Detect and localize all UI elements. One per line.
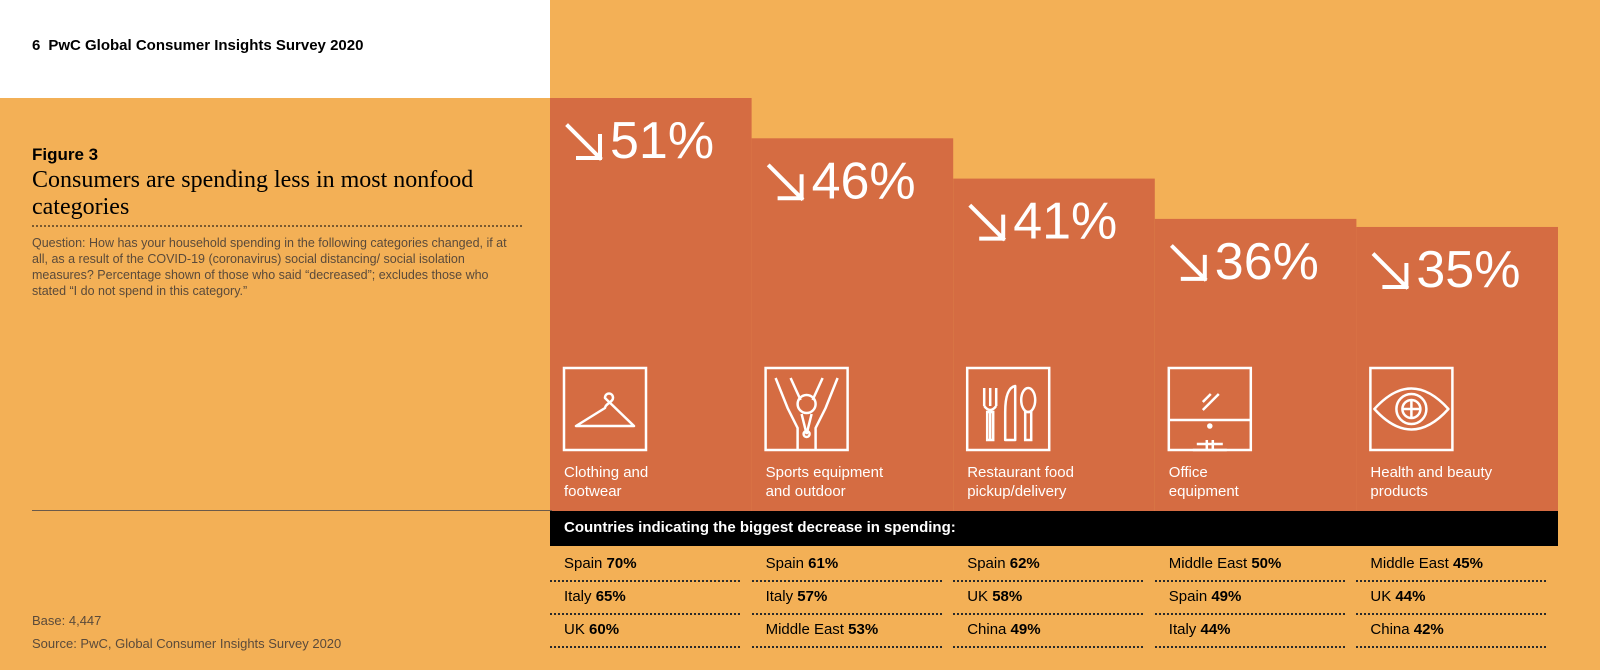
survey-question: Question: How has your household spending in the following categories changed, if at all, as a result of the COVID-19 (coronavirus) social distancing/ social isolation measures? Percentage shown of those who said “decreased”; excludes those who stated “I do not spend in this category.” [32,236,507,298]
figure-label: Figure 3 [32,145,99,164]
country-value: 49% [1010,621,1041,638]
value-label-4: 36% [1214,232,1319,291]
baseline-rule [32,510,552,511]
country-cell [953,615,1143,648]
country-cell [752,615,942,648]
base-note: Base: 4,447 [32,613,102,628]
category-label: Health and beauty products [1370,464,1493,500]
page-number: 6 [32,37,41,54]
country-value: 44% [1395,588,1426,605]
country-value: 45% [1452,555,1483,572]
publication-title: PwC Global Consumer Insights Survey 2020 [48,37,364,54]
value-label-3: 41% [1013,192,1118,251]
country-cell [1155,615,1345,648]
country-cell [1155,582,1345,615]
country-name: Spain [564,555,607,572]
country-value: 60% [589,621,620,638]
country-cell [752,549,942,582]
country-value: 49% [1211,588,1242,605]
country-cell [953,582,1143,615]
country-name: Middle East [765,621,849,638]
country-name: Middle East [1168,555,1252,572]
country-cell [1356,549,1546,582]
category-label: Restaurant food pickup/delivery [967,464,1074,500]
category-label: Sports equipment and outdoor [765,464,884,500]
country-name: China [967,621,1011,638]
country-cell [752,582,942,615]
country-name: China [1370,621,1414,638]
country-value: 62% [1009,555,1040,572]
country-value: 70% [606,555,637,572]
value-label-5: 35% [1416,240,1521,299]
country-cell [953,549,1143,582]
country-name: UK [1370,588,1396,605]
country-value: 61% [808,555,839,572]
country-name: Spain [1168,588,1212,605]
country-name: Italy [1168,621,1201,638]
country-value: 42% [1413,621,1444,638]
country-cell [1356,615,1546,648]
country-name: UK [967,588,993,605]
country-name: Middle East [1370,555,1453,572]
country-value: 50% [1251,555,1282,572]
country-name: Spain [765,555,809,572]
country-value: 44% [1200,621,1231,638]
country-cell [550,549,740,582]
figure-title: Consumers are spending less in most nonfood categories [32,167,474,220]
category-label: Office equipment [1168,464,1239,500]
country-value: 57% [797,588,828,605]
countries-header-band [550,511,1558,546]
category-label: Clothing and footwear [564,464,649,500]
country-cell [550,582,740,615]
value-label-1: 51% [610,112,715,170]
country-name: Italy [564,588,596,605]
source-note: Source: PwC, Global Consumer Insights Survey 2020 [32,636,342,651]
country-value: 53% [848,621,879,638]
country-name: UK [564,621,590,638]
country-cell [550,615,740,648]
country-value: 65% [595,588,626,605]
country-name: Italy [765,588,798,605]
country-cell [1356,582,1546,615]
value-label-2: 46% [811,152,916,211]
country-value: 58% [992,588,1023,605]
country-name: Spain [967,555,1010,572]
country-cell [1155,549,1345,582]
countries-header: Countries indicating the biggest decrease in spending: [564,519,956,536]
